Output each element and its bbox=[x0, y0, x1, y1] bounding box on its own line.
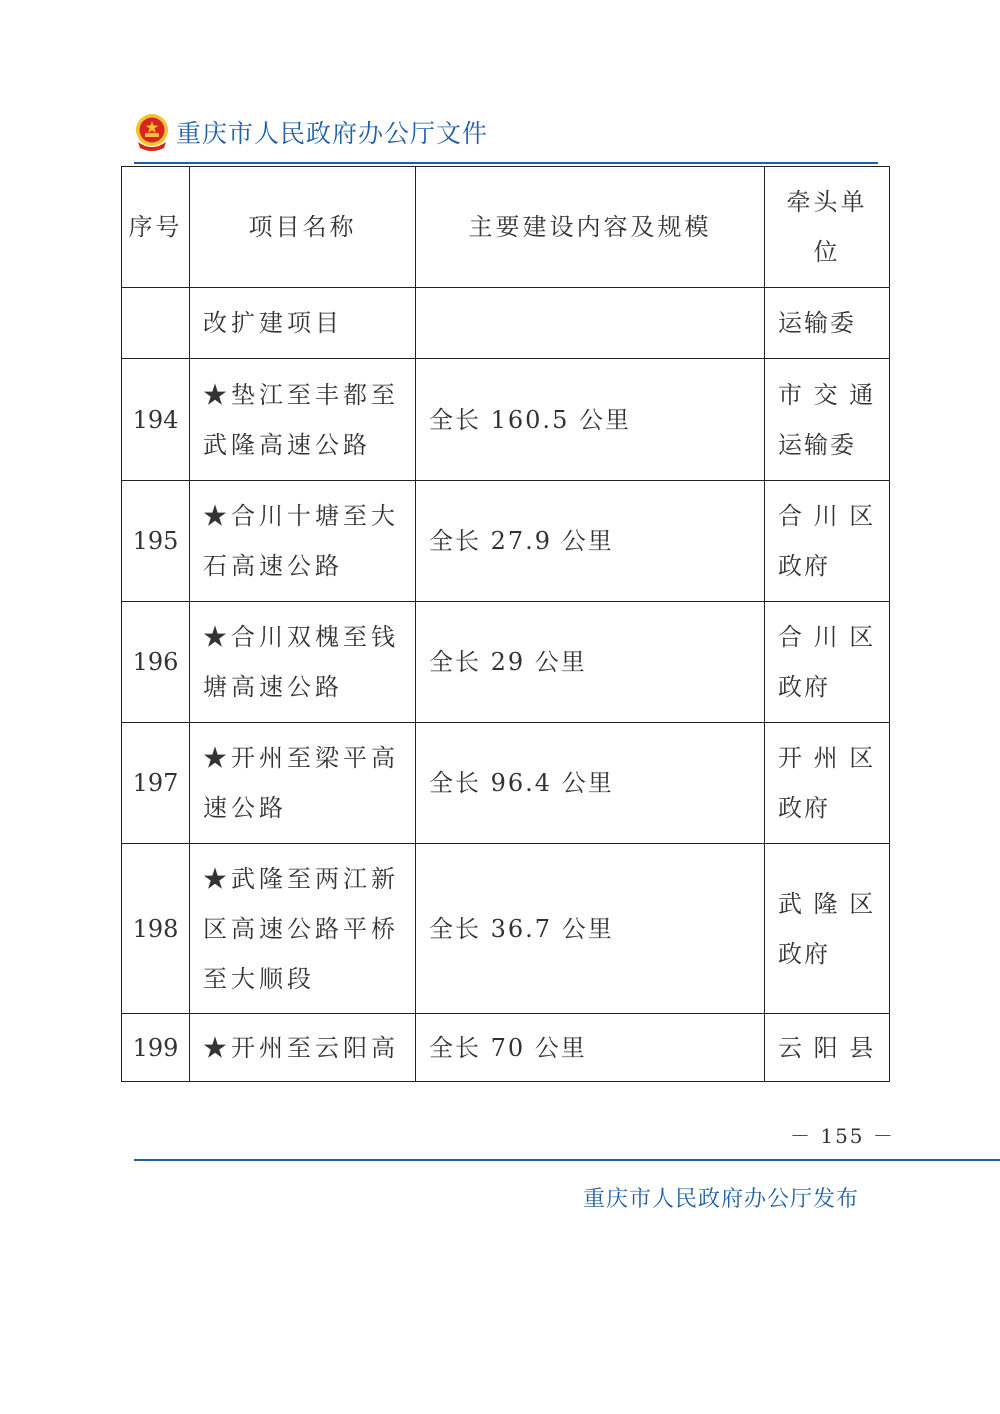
header-title: 重庆市人民政府办公厅文件 bbox=[176, 118, 489, 148]
row-lead bbox=[765, 602, 890, 723]
table-row bbox=[122, 359, 890, 481]
row-lead-line: 武 隆 区 bbox=[778, 889, 876, 918]
row-lead bbox=[765, 723, 890, 844]
column-header-lead bbox=[765, 167, 890, 288]
table-row bbox=[122, 481, 890, 602]
row-name-line: 石高速公路 bbox=[203, 552, 343, 580]
row-name-line: 速公路 bbox=[203, 794, 287, 822]
row-lead-line: 运输委 bbox=[778, 430, 856, 459]
row-lead-line: 开 州 区 bbox=[778, 744, 876, 772]
footer-divider bbox=[134, 1159, 1000, 1161]
column-header-lead-line: 牵头单 bbox=[786, 188, 868, 216]
row-lead bbox=[765, 1014, 890, 1082]
row-no: 196 bbox=[122, 602, 190, 723]
table-row bbox=[122, 1014, 890, 1082]
table-row bbox=[122, 723, 890, 844]
row-no bbox=[122, 288, 190, 359]
row-lead-line: 云 阳 县 bbox=[778, 1033, 876, 1062]
row-lead-line: 政府 bbox=[778, 939, 830, 968]
row-scope: 全长 29 公里 bbox=[416, 602, 765, 723]
national-emblem-icon bbox=[134, 112, 170, 154]
row-name bbox=[190, 481, 416, 602]
row-scope: 全长 160.5 公里 bbox=[416, 359, 765, 481]
row-no: 195 bbox=[122, 481, 190, 602]
table-header-row bbox=[122, 167, 890, 288]
column-header-scope: 主要建设内容及规模 bbox=[416, 167, 765, 288]
row-lead-line: 市 交 通 bbox=[778, 380, 876, 409]
row-lead-line: 运输委 bbox=[778, 309, 856, 337]
row-scope bbox=[416, 288, 765, 359]
row-name-line: 区高速公路平桥 bbox=[203, 914, 399, 943]
row-scope: 全长 27.9 公里 bbox=[416, 481, 765, 602]
column-header-lead-line: 位 bbox=[813, 238, 841, 266]
row-lead bbox=[765, 359, 890, 481]
table-row bbox=[122, 602, 890, 723]
row-no: 199 bbox=[122, 1014, 190, 1082]
row-no: 198 bbox=[122, 844, 190, 1014]
row-no: 197 bbox=[122, 723, 190, 844]
row-name bbox=[190, 723, 416, 844]
project-table bbox=[121, 166, 890, 1082]
row-lead bbox=[765, 288, 890, 359]
row-name bbox=[190, 288, 416, 359]
row-name bbox=[190, 844, 416, 1014]
footer-publisher: 重庆市人民政府办公厅发布 bbox=[583, 1187, 860, 1212]
header-divider bbox=[134, 162, 878, 164]
row-lead-line: 政府 bbox=[778, 673, 830, 701]
row-lead-line: 政府 bbox=[778, 794, 830, 822]
row-name bbox=[190, 1014, 416, 1082]
row-name-line: 武隆高速公路 bbox=[203, 430, 371, 459]
row-name-line: ★垫江至丰都至 bbox=[203, 380, 399, 409]
row-name-line: 至大顺段 bbox=[203, 964, 315, 993]
row-name-line: ★武隆至两江新 bbox=[203, 864, 399, 893]
row-name bbox=[190, 602, 416, 723]
row-lead-line: 政府 bbox=[778, 552, 830, 580]
table-row bbox=[122, 844, 890, 1014]
row-scope: 全长 70 公里 bbox=[416, 1014, 765, 1082]
row-name-line: 塘高速公路 bbox=[203, 673, 343, 701]
row-scope: 全长 96.4 公里 bbox=[416, 723, 765, 844]
row-scope: 全长 36.7 公里 bbox=[416, 844, 765, 1014]
row-lead-line: 合 川 区 bbox=[778, 502, 876, 530]
row-lead bbox=[765, 481, 890, 602]
row-no: 194 bbox=[122, 359, 190, 481]
row-name-line: ★合川十塘至大 bbox=[203, 502, 399, 530]
page-number: － 155 － bbox=[790, 1124, 895, 1148]
row-name bbox=[190, 359, 416, 481]
column-header-name: 项目名称 bbox=[190, 167, 416, 288]
row-name-line: ★合川双槐至钱 bbox=[203, 623, 399, 651]
row-name-line: ★开州至梁平高 bbox=[203, 744, 399, 772]
row-name-line: 改扩建项目 bbox=[203, 309, 343, 337]
row-lead bbox=[765, 844, 890, 1014]
table-row bbox=[122, 288, 890, 359]
column-header-no: 序号 bbox=[122, 167, 190, 288]
document-header bbox=[134, 108, 488, 158]
row-name-line: ★开州至云阳高 bbox=[203, 1033, 399, 1062]
row-lead-line: 合 川 区 bbox=[778, 623, 876, 651]
